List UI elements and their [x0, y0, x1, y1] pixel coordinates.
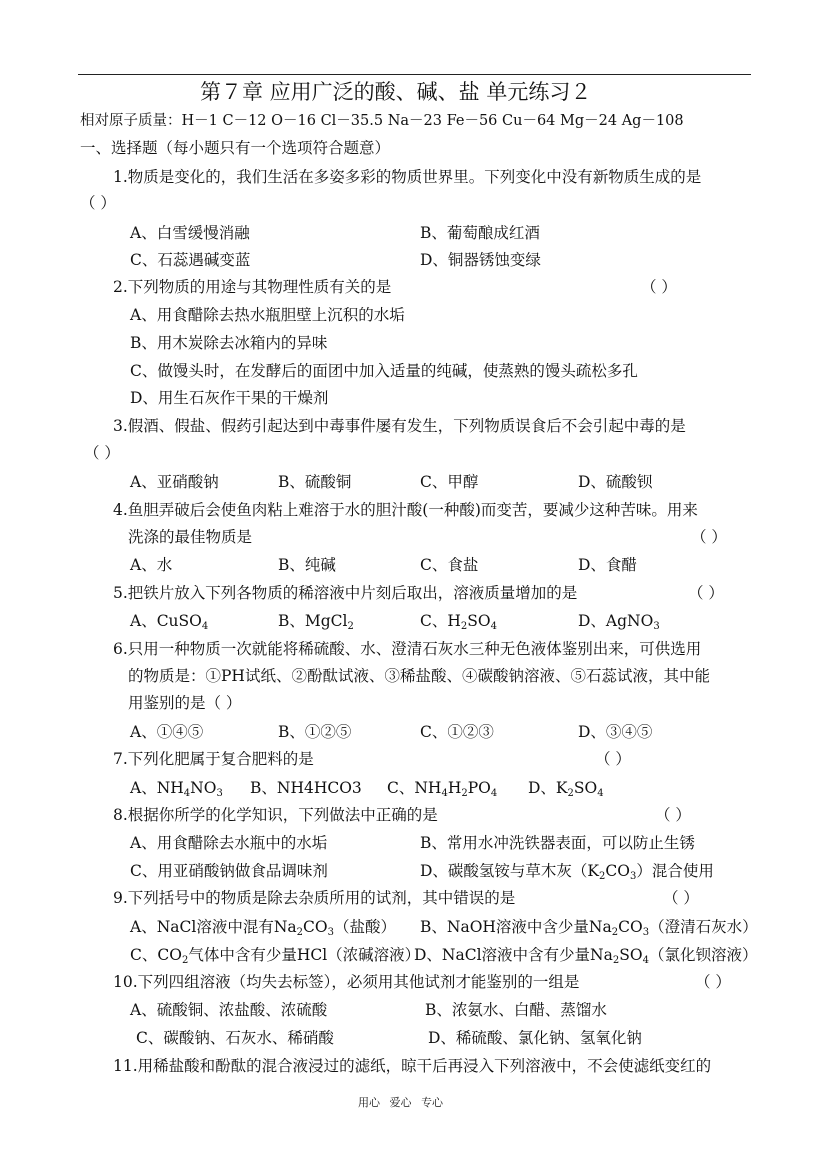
q2-option-a: A、用食醋除去热水瓶胆壁上沉积的水垢 [130, 306, 405, 324]
q1-option-b: B、葡萄酿成红酒 [420, 224, 540, 242]
q6-stem-cont: 的物质是：①PH试纸、②酚酞试液、③稀盐酸、④碳酸钠溶液、⑤石蕊试液，其中能 [128, 667, 710, 685]
q9-option-a: A、NaCl溶液中混有$Na_2CO_3$（盐酸） [130, 918, 396, 938]
q3-option-c: C、甲醇 [420, 473, 479, 491]
q1-option-c: C、石蕊遇碱变蓝 [130, 251, 251, 269]
q6-option-a: A、①④⑤ [130, 723, 204, 741]
q2-option-d: D、用生石灰作干果的干燥剂 [130, 389, 329, 407]
section-heading: 一、选择题（每小题只有一个选项符合题意） [80, 139, 391, 157]
q4-option-a: A、水 [130, 556, 173, 574]
q5-stem: 5.把铁片放入下列各物质的稀溶液中片刻后取出，溶液质量增加的是 [113, 584, 578, 602]
q1-option-a: A、白雪缓慢消融 [130, 224, 250, 242]
q3-blank: （ ） [84, 444, 120, 462]
q6-option-d: D、③④⑤ [578, 723, 653, 741]
q8-blank: （ ） [655, 806, 691, 824]
q8-option-d: D、碳酸氢铵与草木灰$(K_2CO_3)$混合使用 [420, 862, 714, 882]
q10-option-c: C、碳酸钠、石灰水、稀硝酸 [136, 1029, 334, 1047]
q8-stem: 8.根据你所学的化学知识，下列做法中正确的是 [113, 806, 438, 824]
header-rule [78, 74, 751, 75]
page-footer: 用心 爱心 专心 [358, 1096, 443, 1109]
q5-option-d: D、AgNO$_3$ [578, 612, 660, 632]
q7-option-d: D、$K_2SO_4$ [528, 779, 604, 799]
q9-option-b: B、NaOH溶液中含少量$Na_2CO_3$（澄清石灰水） [420, 918, 758, 938]
q4-stem: 4.鱼胆弄破后会使鱼肉粘上难溶于水的胆汁酸(一种酸)而变苦，要减少这种苦味。用来 [113, 501, 698, 519]
q9-option-c: C、$CO_2$气体中含有少量HCl（浓碱溶液） [130, 946, 421, 966]
q10-option-a: A、硫酸铜、浓盐酸、浓硫酸 [130, 1001, 328, 1019]
q10-option-d: D、稀硫酸、氯化钠、氢氧化钠 [428, 1029, 642, 1047]
q9-blank: （ ） [663, 889, 699, 907]
q6-stem: 6.只用一种物质一次就能将稀硫酸、水、澄清石灰水三种无色液体鉴别出来，可供选用 [113, 640, 702, 658]
q4-stem-cont: 洗涤的最佳物质是 [128, 528, 253, 546]
q4-blank: （ ） [691, 528, 727, 546]
q10-stem: 10.下列四组溶液（均失去标签），必须用其他试剂才能鉴别的一组是 [113, 973, 580, 991]
q10-option-b: B、浓氨水、白醋、蒸馏水 [425, 1001, 607, 1019]
q2-option-c: C、做馒头时，在发酵后的面团中加入适量的纯碱，使蒸熟的馒头疏松多孔 [130, 362, 638, 380]
q1-stem: 1.物质是变化的，我们生活在多姿多彩的物质世界里。下列变化中没有新物质生成的是 [113, 168, 702, 186]
q3-option-d: D、硫酸钡 [578, 473, 653, 491]
q7-blank: （ ） [595, 750, 631, 768]
q3-option-b: B、硫酸铜 [278, 473, 352, 491]
q8-option-c: C、用亚硝酸钠做食品调味剂 [130, 862, 328, 880]
q2-stem: 2.下列物质的用途与其物理性质有关的是 [113, 278, 392, 296]
q1-option-d: D、铜器锈蚀变绿 [420, 251, 541, 269]
page-title: 第７章 应用广泛的酸、碱、盐 单元练习２ [200, 80, 592, 104]
q5-option-b: B、MgCl$_2$ [278, 612, 354, 632]
q6-option-c: C、①②③ [420, 723, 494, 741]
q3-option-a: A、亚硝酸钠 [130, 473, 219, 491]
q6-option-b: B、①②⑤ [278, 723, 352, 741]
q8-option-a: A、用食醋除去水瓶中的水垢 [130, 834, 328, 852]
q7-option-a: A、$NH_4NO_3$ [130, 779, 223, 799]
atomic-masses: 相对原子质量：H－1 C－12 O－16 Cl－35.5 Na－23 Fe－56 Cu－64 Mg－24 Ag－108 [80, 113, 684, 129]
q4-option-d: D、食醋 [578, 556, 637, 574]
q4-option-c: C、食盐 [420, 556, 479, 574]
q9-stem: 9.下列括号中的物质是除去杂质所用的试剂，其中错误的是 [113, 889, 516, 907]
q9-option-d: D、NaCl溶液中含有少量$Na_2SO_4$（氯化钡溶液） [414, 946, 758, 966]
q8-option-b: B、常用水冲洗铁器表面，可以防止生锈 [420, 834, 695, 852]
q1-blank: （ ） [80, 194, 116, 212]
q2-blank: （ ） [641, 278, 677, 296]
q5-option-c: C、$H_2SO_4$ [420, 612, 497, 632]
q5-option-a: A、CuSO$_4$ [130, 612, 209, 632]
q4-option-b: B、纯碱 [278, 556, 336, 574]
q11-stem: 11.用稀盐酸和酚酞的混合液浸过的滤纸，晾干后再浸入下列溶液中，不会使滤纸变红的 [113, 1057, 712, 1075]
q5-blank: （ ） [688, 584, 724, 602]
q7-option-b: B、NH4HCO3 [250, 779, 362, 797]
q2-option-b: B、用木炭除去冰箱内的异味 [130, 334, 328, 352]
q6-stem-cont2: 用鉴别的是（ ） [128, 694, 242, 712]
q7-option-c: C、$NH_4H_2PO_4$ [387, 779, 498, 799]
q7-stem: 7.下列化肥属于复合肥料的是 [113, 750, 314, 768]
q10-blank: （ ） [695, 973, 731, 991]
q3-stem: 3.假酒、假盐、假药引起达到中毒事件屡有发生，下列物质误食后不会引起中毒的是 [113, 417, 686, 435]
